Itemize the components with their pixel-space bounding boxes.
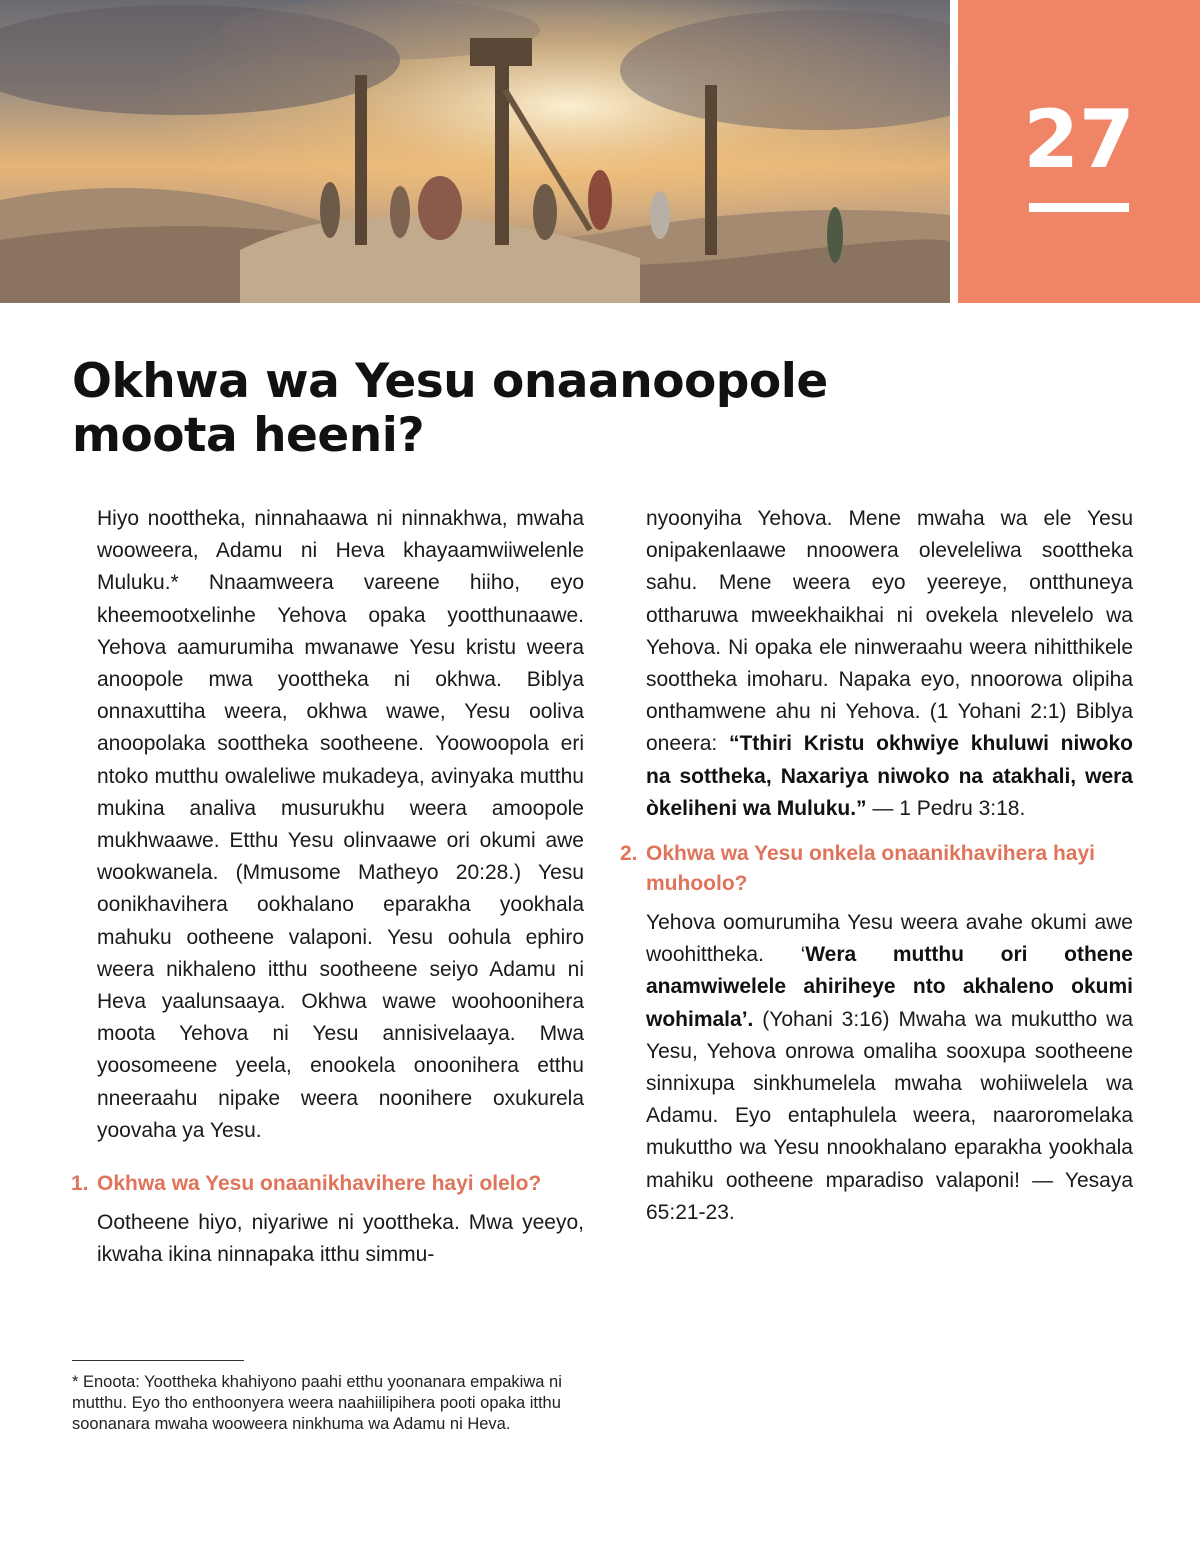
lesson-number: 27 xyxy=(1023,93,1135,186)
footnote-divider xyxy=(72,1360,244,1361)
left-column xyxy=(71,503,584,1271)
page-title-line1: Okhwa wa Yesu onaanoopole xyxy=(72,354,828,409)
answer-1-reference: — 1 Pedru 3:18. xyxy=(866,796,1026,820)
intro-paragraph: Hiyo noottheka, ninnahaawa ni ninnakhwa, mwaha wooweera, Adamu ni Heva khayaamwiiwelenle Muluku.* Nnaamweera vareene hiiho, eyo kheemootxelinhe Yehova opaka yootthunaawe. Yehova aamurumiha mwanawe Yesu kristu weera anoopole mwa yoottheka ni okhwa. Biblya onnaxuttiha weera, okhwa wawe, Yesu ooliva anoopolaka soottheka sootheene. Yoowoopola eri ntoko mutthu owaleliwe mukadeya, avinyaka mutthu mukina analiva musurukhu weera amoopole mukhwaawe. Etthu Yesu olinvaawe ori okumi awe wookwanela. (Mmusome Matheyo 20:28.) Yesu oonikhavihera ookhalano eparakha yookhala mahuku ootheene valaponi. Yesu oohula ephiro weera nikhaleno itthu sootheene seiyo Adamu ni Heva yaalunsaaya. Okhwa wawe woohoonihera moota Yehova ni Yesu annisivelaaya. Mwa yoosomeene yeela, enookela onoonihera etthu nneeraahu nipake weera noonihere oxukurela yoovaha ya Yesu. xyxy=(97,507,584,1142)
question-1-number: 1. xyxy=(71,1172,89,1196)
question-2-heading xyxy=(620,839,1133,899)
answer-1-paragraph-start: Ootheene hiyo, niyariwe ni yoottheka. Mwa yeeyo, ikwaha ikina ninnapaka itthu simmu- xyxy=(97,1211,584,1267)
footnote: * Enoota: Yoottheka khahiyono paahi etthu yoonanara empakiwa ni mutthu. Eyo tho enthoonyera weera naahiilipihera pooti opaka itthu soonanara mwaha wooweera ninkhuma wa Adamu ni Heva. xyxy=(72,1373,562,1433)
answer-1-body-continued: nyoonyiha Yehova. Mene mwaha wa ele Yesu onipakenlaawe nnoowera oleveleliwa soottheka sahu. Mene weera eyo yeereye, ontthuneya ottharuwa mweekhaikhai ni ovekela nlevelelo wa Yehova. Ni opaka ele ninweraahu weera nihitthikele soottheka imoharu. Napaka eyo, nnoorowa olipiha onthamwene ahu ni Yehova. (1 Yohani 2:1) Biblya oneera: xyxy=(646,507,1133,756)
question-2-number: 2. xyxy=(620,842,638,866)
answer-1-paragraph xyxy=(646,503,1133,825)
question-1-text: Okhwa wa Yesu onaanikhavihere hayi olelo? xyxy=(97,1172,542,1196)
answer-1-quote: “Tthiri Kristu okhwiye khuluwi niwoko na sottheka, Naxariya niwoko na atakhali, wera òkeliheni wa Muluku.” xyxy=(646,732,1134,820)
lesson-number-underline xyxy=(1029,203,1129,212)
page-title-line2: moota heeni? xyxy=(72,408,425,464)
hero-illustration xyxy=(0,0,950,303)
right-column xyxy=(620,503,1134,1229)
page-title xyxy=(72,355,892,463)
answer-2-body-end: (Yohani 3:16) Mwaha wa mukuttho wa Yesu, Yehova onrowa omaliha sooxupa sootheene sinnixupa sinkhumelela mwaha wohiiwelela wa Adamu. Eyo entaphulela weera, naaroromelaka mukuttho wa Yesu nnookhalano eparakha yookhala mahiku ootheene mparadiso valaponi! — Yesaya 65:21-23. xyxy=(646,1007,1133,1224)
lesson-number-box xyxy=(958,0,1200,303)
answer-2-paragraph xyxy=(646,907,1133,1229)
question-2-text: Okhwa wa Yesu onkela onaanikhavihera hayi muhoolo? xyxy=(646,842,1095,896)
answer-2-quote: Wera mutthu ori othene anamwiwelele ahiriheye nto akhaleno okumi wohimala’. xyxy=(646,943,1133,1031)
answer-2-body-start: Yehova oomurumiha Yesu weera avahe okumi awe woohittheka. ‘ xyxy=(646,911,1133,967)
question-1-heading xyxy=(71,1169,584,1199)
